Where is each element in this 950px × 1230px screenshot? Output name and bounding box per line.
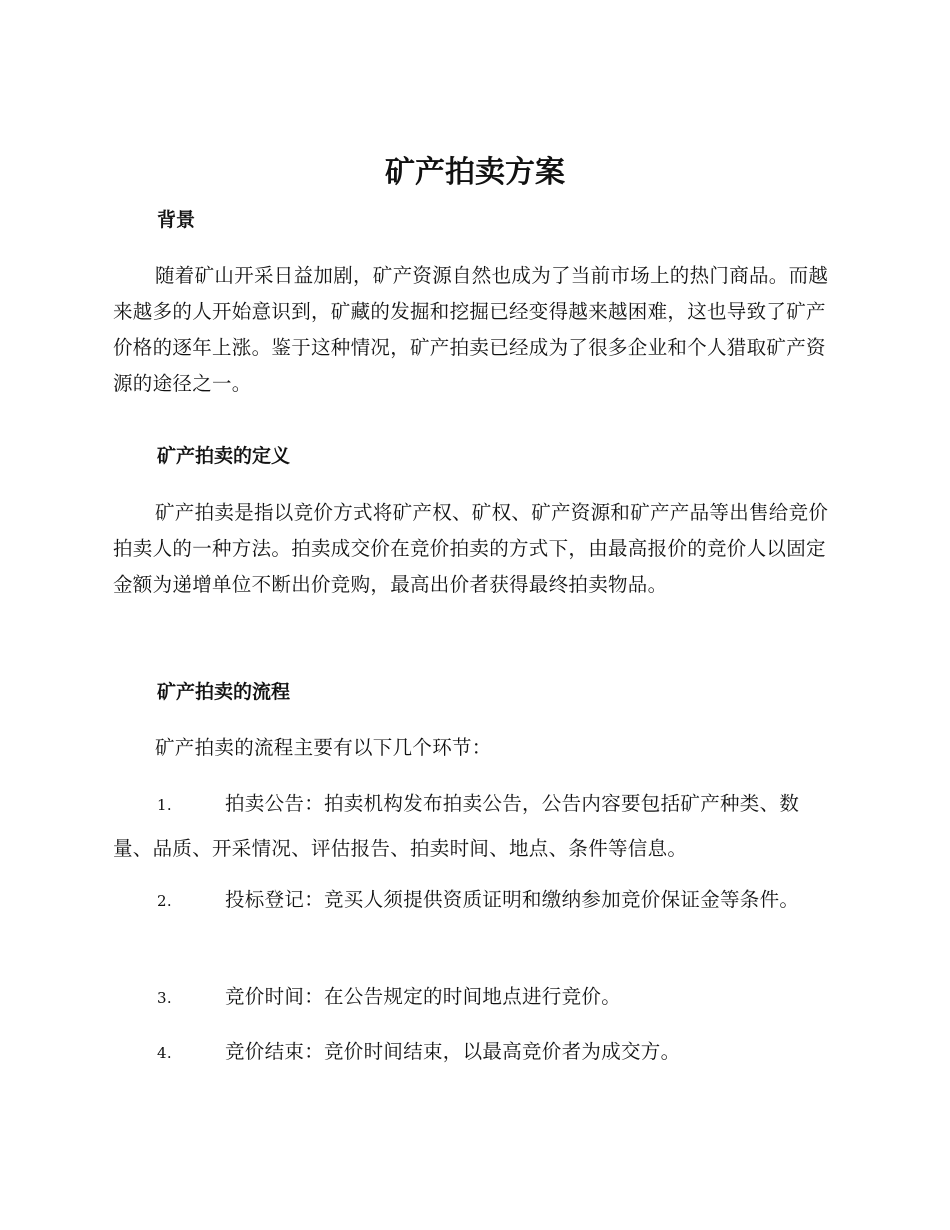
list-item-text: 投标登记：竞买人须提供资质证明和缴纳参加竞价保证金等条件。: [225, 888, 800, 911]
section-paragraph-process: 矿产拍卖的流程主要有以下几个环节：: [155, 736, 492, 759]
list-item: [113, 1030, 835, 1075]
list-item-text: 竞价结束：竞价时间结束，以最高竞价者为成交方。: [225, 1040, 681, 1063]
section-paragraph-background: 随着矿山开采日益加剧，矿产资源自然也成为了当前市场上的热门商品。而越来越多的人开始意识到，矿藏的发掘和挖掘已经变得越来越困难，这也导致了矿产价格的逐年上涨。鉴于这种情况，矿产拍卖已经成为了很多企业和个人猎取矿产资源的途径之一。: [113, 264, 829, 395]
list-item-text: 竞价时间：在公告规定的时间地点进行竞价。: [225, 985, 622, 1008]
list-item-number: 2.: [157, 892, 172, 910]
list-item-number: 4.: [157, 1044, 172, 1062]
list-item-number: 1.: [157, 796, 172, 814]
list-item: [113, 782, 835, 871]
section-heading-process: 矿产拍卖的流程: [157, 681, 291, 703]
list-item-text: 拍卖公告：拍卖机构发布拍卖公告，公告内容要包括矿产种类、数量、品质、开采情况、评估报告、拍卖时间、地点、条件等信息。: [113, 792, 800, 860]
section-paragraph-definition: 矿产拍卖是指以竞价方式将矿产权、矿权、矿产资源和矿产产品等出售给竞价拍卖人的一种方法。拍卖成交价在竞价拍卖的方式下，由最高报价的竞价人以固定金额为递增单位不断出价竞购，最高出价者获得最终拍卖物品。: [113, 501, 829, 596]
list-item: [113, 975, 835, 1020]
section-heading-background: 背景: [157, 209, 196, 231]
section-heading-definition: 矿产拍卖的定义: [157, 445, 291, 467]
list-item: [113, 878, 835, 923]
document-title: 矿产拍卖方案: [385, 155, 565, 190]
list-item-number: 3.: [157, 989, 172, 1007]
